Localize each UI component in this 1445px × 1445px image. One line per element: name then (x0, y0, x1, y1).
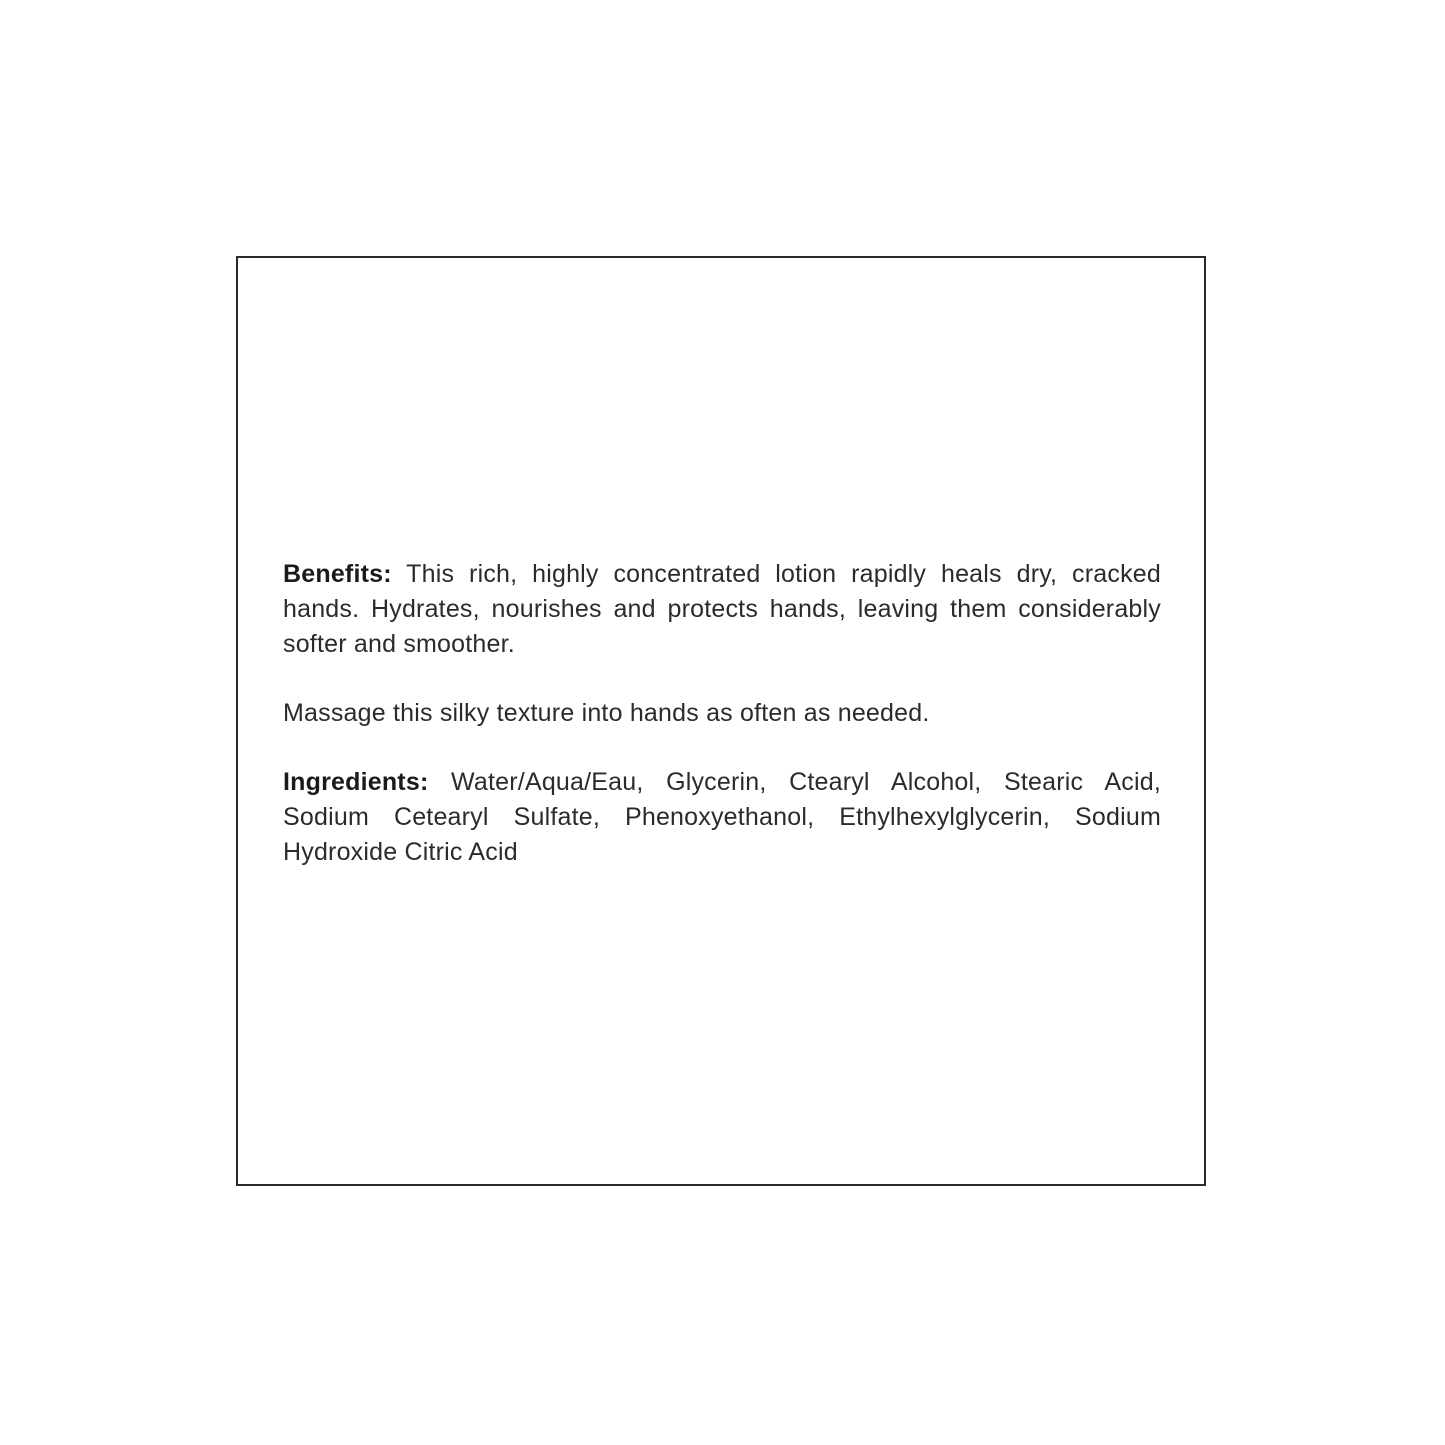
benefits-text: This rich, highly concentrated lotion rapidly heals dry, cracked hands. Hydrates, nourishes and protects hands, leaving them considerably softer and smoother. (283, 560, 1161, 658)
ingredients-label: Ingredients: (283, 768, 429, 796)
usage-text: Massage this silky texture into hands as often as needed. (283, 699, 930, 727)
benefits-paragraph (283, 557, 1161, 662)
ingredients-text: Water/Aqua/Eau, Glycerin, Ctearyl Alcohol, Stearic Acid, Sodium Cetearyl Sulfate, Phenoxyethanol, Ethylhexylglycerin, Sodium Hydroxide Citric Acid (283, 768, 1161, 866)
benefits-label: Benefits: (283, 560, 392, 588)
usage-paragraph (283, 696, 1161, 731)
ingredients-paragraph (283, 765, 1161, 870)
product-info-content (283, 557, 1161, 904)
